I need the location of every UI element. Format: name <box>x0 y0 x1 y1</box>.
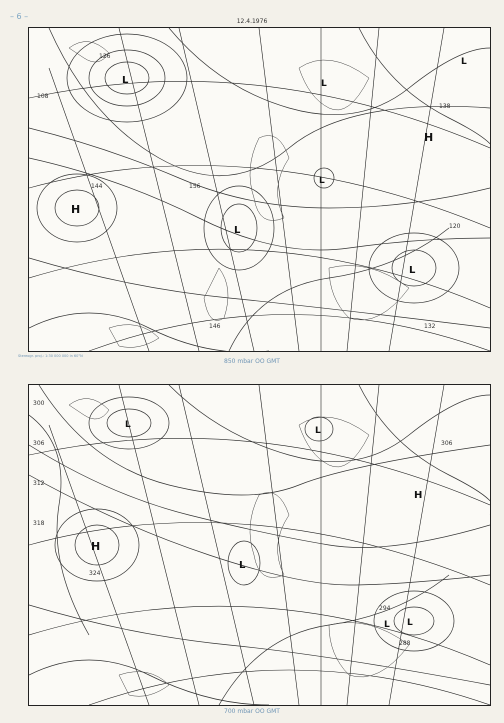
contour-label: 146 <box>209 323 221 330</box>
low-center: L <box>122 75 129 86</box>
low-center: L <box>239 560 246 571</box>
contour-label: 318 <box>33 520 45 527</box>
contour-label: 288 <box>399 640 411 647</box>
contour-label: 156 <box>189 183 201 190</box>
low-center: L <box>321 79 327 89</box>
low-center: L <box>315 426 321 436</box>
high-center: H <box>414 490 423 501</box>
contour-label: 324 <box>89 570 101 577</box>
low-center: L <box>125 420 131 430</box>
contour-label: 138 <box>439 103 451 110</box>
contour-label: 306 <box>441 440 453 447</box>
map-850-svg <box>29 28 490 351</box>
contour-label: 144 <box>91 183 103 190</box>
high-center: H <box>424 131 434 144</box>
high-center: H <box>71 203 81 216</box>
contour-label: 300 <box>33 400 45 407</box>
contour-label: 120 <box>449 223 461 230</box>
map-850-caption: 850 mbar OO GMT <box>224 358 280 365</box>
map-850mbar <box>28 27 491 352</box>
map-700-caption: 700 mbar OO GMT <box>224 708 280 715</box>
contour-labels-700 <box>33 400 453 647</box>
low-center: L <box>409 265 416 276</box>
projection-note: Stereogr. proj.: 1:30 000 000 in 60°N <box>18 354 83 358</box>
contour-label: 306 <box>33 440 45 447</box>
contour-label: 312 <box>33 480 45 487</box>
high-center: H <box>91 540 101 553</box>
low-center: L <box>234 225 241 236</box>
contour-labels-850 <box>37 53 461 330</box>
low-center: L <box>384 620 390 630</box>
contour-label: 108 <box>37 93 49 100</box>
map-700mbar <box>28 384 491 706</box>
map-700-svg <box>29 385 490 705</box>
low-center: L <box>407 618 413 628</box>
contour-label: 294 <box>379 605 391 612</box>
contour-label: 132 <box>424 323 436 330</box>
low-center: L <box>319 176 325 186</box>
page-number: – 6 – <box>10 12 29 21</box>
contour-label: 126 <box>99 53 111 60</box>
chart-date: 12.4.1976 <box>236 18 268 25</box>
low-center: L <box>461 57 467 67</box>
